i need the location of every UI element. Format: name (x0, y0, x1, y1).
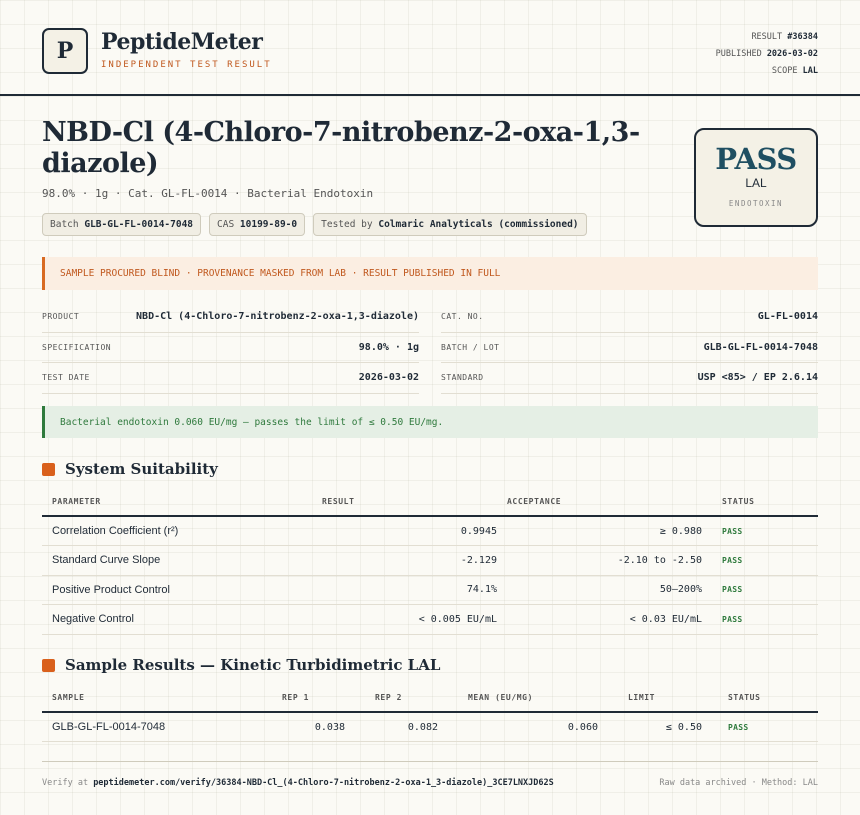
column-header: LIMIT (608, 683, 712, 712)
cas-chip-label: CAS (217, 219, 235, 230)
spec-value: USP <85> / EP 2.6.14 (697, 372, 818, 384)
table-header-row (42, 683, 818, 712)
batch-chip (42, 213, 201, 236)
column-header: STATUS (712, 683, 818, 712)
acceptance-cell: 50–200% (507, 575, 712, 605)
spec-row (441, 363, 818, 394)
spec-value: NBD-Cl (4-Chloro-7-nitrobenz-2-oxa-1,3-diazole) (136, 311, 419, 323)
spec-row (42, 363, 419, 394)
brand-tagline: INDEPENDENT TEST RESULT (101, 60, 272, 70)
brand-logo-icon: P (42, 28, 88, 74)
suitability-table (42, 487, 818, 635)
spec-value: GLB-GL-FL-0014-7048 (703, 341, 818, 353)
result-cell: -2.129 (242, 546, 507, 576)
spec-value: 98.0% · 1g (358, 341, 419, 353)
section-title: System Suitability (65, 460, 218, 478)
table-row (42, 516, 818, 546)
verify-link[interactable]: peptidemeter.com/verify/36384-NBD-Cl_(4-Chloro-7-nitrobenz-2-oxa-1_3-diazole)_3CE7LNXJD62S (93, 778, 554, 788)
acceptance-cell: < 0.03 EU/mL (507, 605, 712, 635)
mean-cell: 0.060 (448, 712, 608, 742)
spec-row (42, 302, 419, 333)
tested-by-label: Tested by (321, 219, 373, 230)
column-header: REP 1 (262, 683, 355, 712)
sample-results-heading (42, 656, 440, 674)
spec-value: 2026-03-02 (358, 372, 419, 384)
tested-by-chip (313, 213, 586, 236)
spec-grid-left (42, 302, 419, 394)
spec-row (42, 333, 419, 364)
column-header: STATUS (712, 487, 818, 516)
brand-name: PeptideMeter (101, 29, 263, 55)
spec-row (441, 302, 818, 333)
spec-grid-right (441, 302, 818, 394)
cas-chip-value: 10199-89-0 (239, 219, 298, 230)
spec-value: GL-FL-0014 (757, 311, 818, 323)
result-cell: < 0.005 EU/mL (242, 605, 507, 635)
verify-line (42, 778, 554, 788)
product-subtitle: 98.0% · 1g · Cat. GL-FL-0014 · Bacterial Endotoxin (42, 187, 374, 200)
parameter-cell: Positive Product Control (42, 575, 242, 605)
result-label: RESULT (751, 32, 783, 42)
scope-label: SCOPE (771, 66, 798, 76)
section-marker-icon (42, 659, 55, 672)
rep2-cell: 0.082 (355, 712, 448, 742)
result-number: #36384 (787, 32, 818, 42)
product-chips (42, 213, 587, 236)
acceptance-cell: -2.10 to -2.50 (507, 546, 712, 576)
result-cell: 74.1% (242, 575, 507, 605)
result-meta (716, 29, 818, 80)
sample-results-table (42, 683, 818, 742)
section-marker-icon (42, 463, 55, 476)
status-badge: PASS (712, 516, 818, 546)
batch-chip-label: Batch (50, 219, 79, 230)
table-row (42, 712, 818, 742)
published-date: 2026-03-02 (766, 49, 818, 59)
result-cell: 0.9945 (242, 516, 507, 546)
spec-key: STANDARD (441, 373, 484, 383)
section-title: Sample Results — Kinetic Turbidimetric LAL (65, 656, 441, 674)
parameter-cell: Standard Curve Slope (42, 546, 242, 576)
rep1-cell: 0.038 (262, 712, 355, 742)
pass-stamp (694, 128, 818, 227)
stamp-method: LAL (745, 176, 767, 190)
column-header: REP 2 (355, 683, 448, 712)
table-row (42, 575, 818, 605)
spec-row (441, 333, 818, 364)
table-row (42, 546, 818, 576)
suitability-heading (42, 460, 218, 478)
sample-id-cell: GLB-GL-FL-0014-7048 (42, 712, 262, 742)
acceptance-cell: ≥ 0.980 (507, 516, 712, 546)
report-header (0, 0, 860, 96)
cas-chip (209, 213, 305, 236)
table-row (42, 605, 818, 635)
column-header: PARAMETER (42, 487, 242, 516)
stamp-result: PASS (715, 142, 797, 176)
spec-key: CAT. NO. (441, 312, 484, 322)
column-header: ACCEPTANCE (507, 487, 712, 516)
table-header-row (42, 487, 818, 516)
parameter-cell: Correlation Coefficient (r²) (42, 516, 242, 546)
scope-value: LAL (802, 66, 818, 76)
verdict-banner: Bacterial endotoxin 0.060 EU/mg — passes the limit of ≤ 0.50 EU/mg. (42, 406, 818, 438)
blind-procurement-banner: SAMPLE PROCURED BLIND · PROVENANCE MASKED FROM LAB · RESULT PUBLISHED IN FULL (42, 257, 818, 290)
status-badge: PASS (712, 605, 818, 635)
spec-key: BATCH / LOT (441, 342, 500, 352)
published-label: PUBLISHED (715, 49, 762, 59)
spec-key: PRODUCT (42, 312, 80, 322)
archive-note: Raw data archived · Method: LAL (659, 778, 818, 788)
batch-chip-value: GLB-GL-FL-0014-7048 (84, 219, 194, 230)
status-badge: PASS (712, 712, 818, 742)
report-footer (42, 761, 818, 788)
spec-key: SPECIFICATION (42, 342, 112, 352)
product-title: NBD-Cl (4-Chloro-7-nitrobenz-2-oxa-1,3-diazole) (42, 117, 640, 179)
spec-key: TEST DATE (42, 373, 90, 383)
column-header: SAMPLE (42, 683, 262, 712)
status-badge: PASS (712, 575, 818, 605)
column-header: MEAN (EU/MG) (448, 683, 608, 712)
status-badge: PASS (712, 546, 818, 576)
verify-label: Verify at (42, 778, 89, 788)
stamp-category: ENDOTOXIN (728, 199, 784, 208)
parameter-cell: Negative Control (42, 605, 242, 635)
column-header: RESULT (242, 487, 507, 516)
limit-cell: ≤ 0.50 (608, 712, 712, 742)
tested-by-value: Colmaric Analyticals (commissioned) (378, 219, 579, 230)
